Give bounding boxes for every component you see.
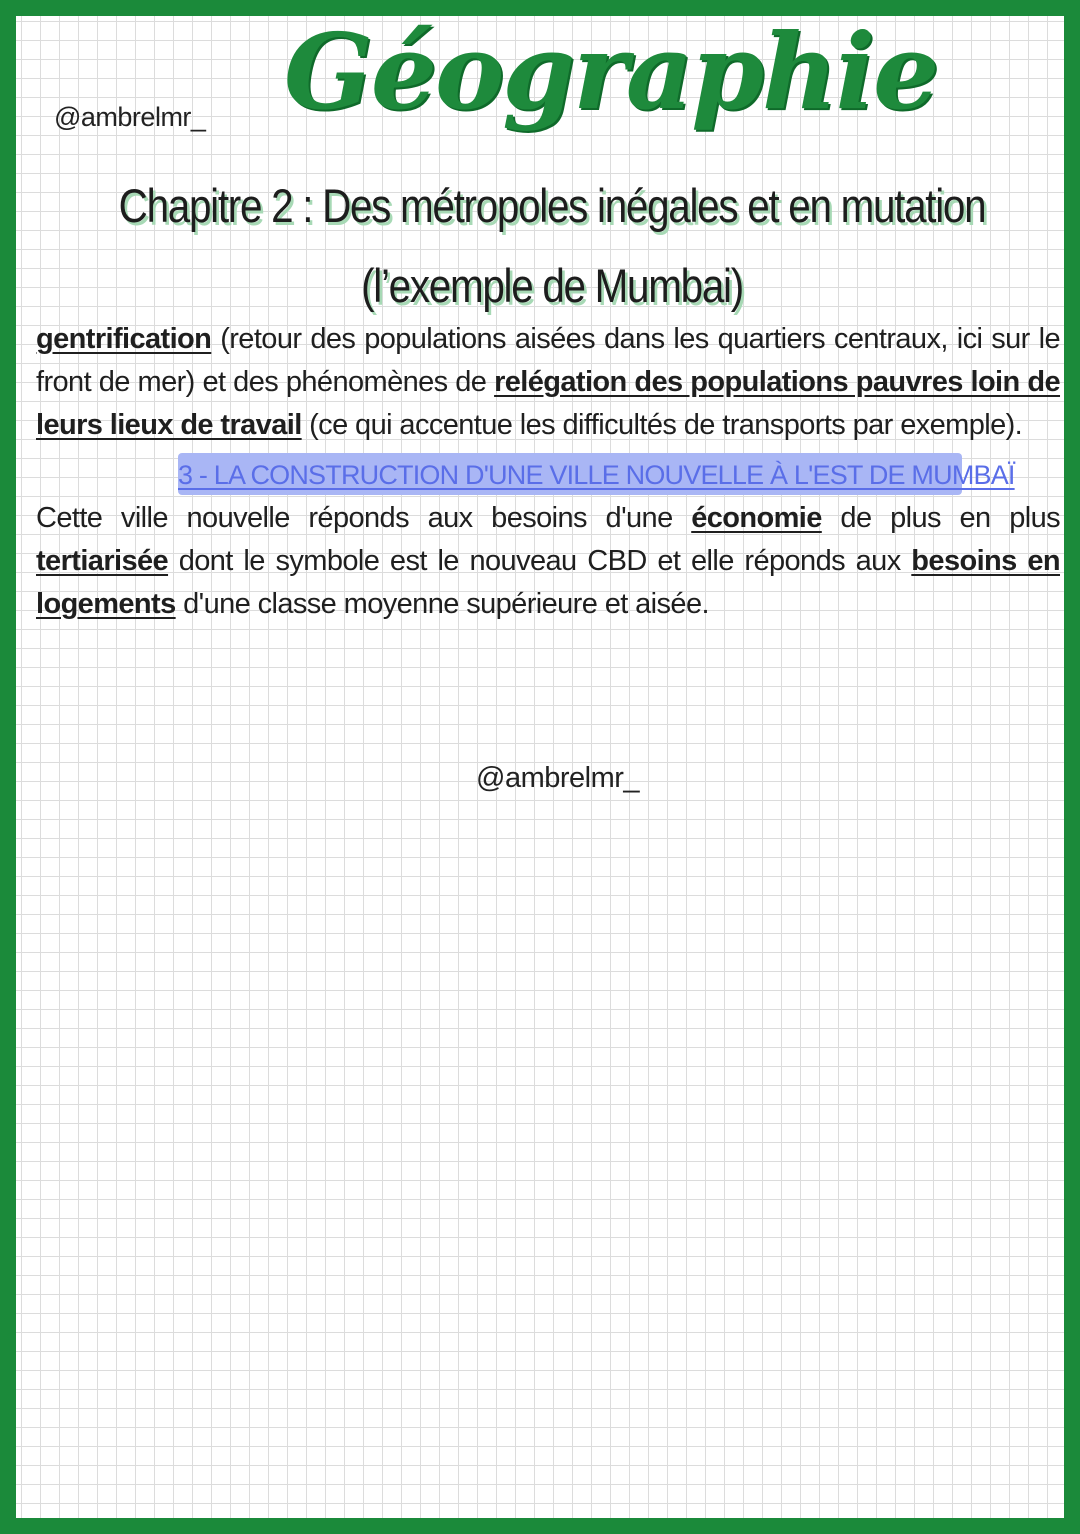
author-handle-footer: @ambrelmr_	[476, 762, 640, 794]
chapter-title: Chapitre 2 : Des métropoles inégales et en mutation (l’exemple de Mumbai)	[118, 179, 986, 312]
paragraph-text: (ce qui accentue les difficultés de transports par exemple).	[301, 409, 1023, 441]
paragraph-text: Cette ville nouvelle réponds aux besoins d'une	[36, 502, 692, 534]
subject-title: Géographie	[284, 10, 938, 133]
paragraph-text: d'une classe moyenne supérieure et aisée.	[175, 588, 709, 620]
paragraph-text: de plus en plus	[821, 502, 1060, 534]
keyword-relegation: relégation des populations pauvres loin de leurs lieux de travail	[36, 366, 1061, 441]
keyword-gentrification: gentrification	[36, 323, 212, 355]
keyword-besoins-logements: besoins en logements	[36, 545, 1060, 620]
paragraph-text: (retour des populations aisées dans les quartiers centraux, ici sur le front de mer) et des phénomènes de	[36, 323, 1060, 398]
keyword-economie: économie	[691, 502, 822, 534]
keyword-tertiarisee: tertiarisée	[36, 545, 169, 577]
paragraph-gentrification	[36, 318, 1060, 447]
section-heading: 3 - LA CONSTRUCTION D'UNE VILLE NOUVELLE À L'EST DE MUMBAÏ	[178, 453, 962, 495]
paragraph-text: dont le symbole est le nouveau CBD et elle réponds aux	[168, 545, 912, 577]
author-handle: @ambrelmr_	[54, 102, 206, 132]
paragraph-new-city	[36, 497, 1060, 626]
